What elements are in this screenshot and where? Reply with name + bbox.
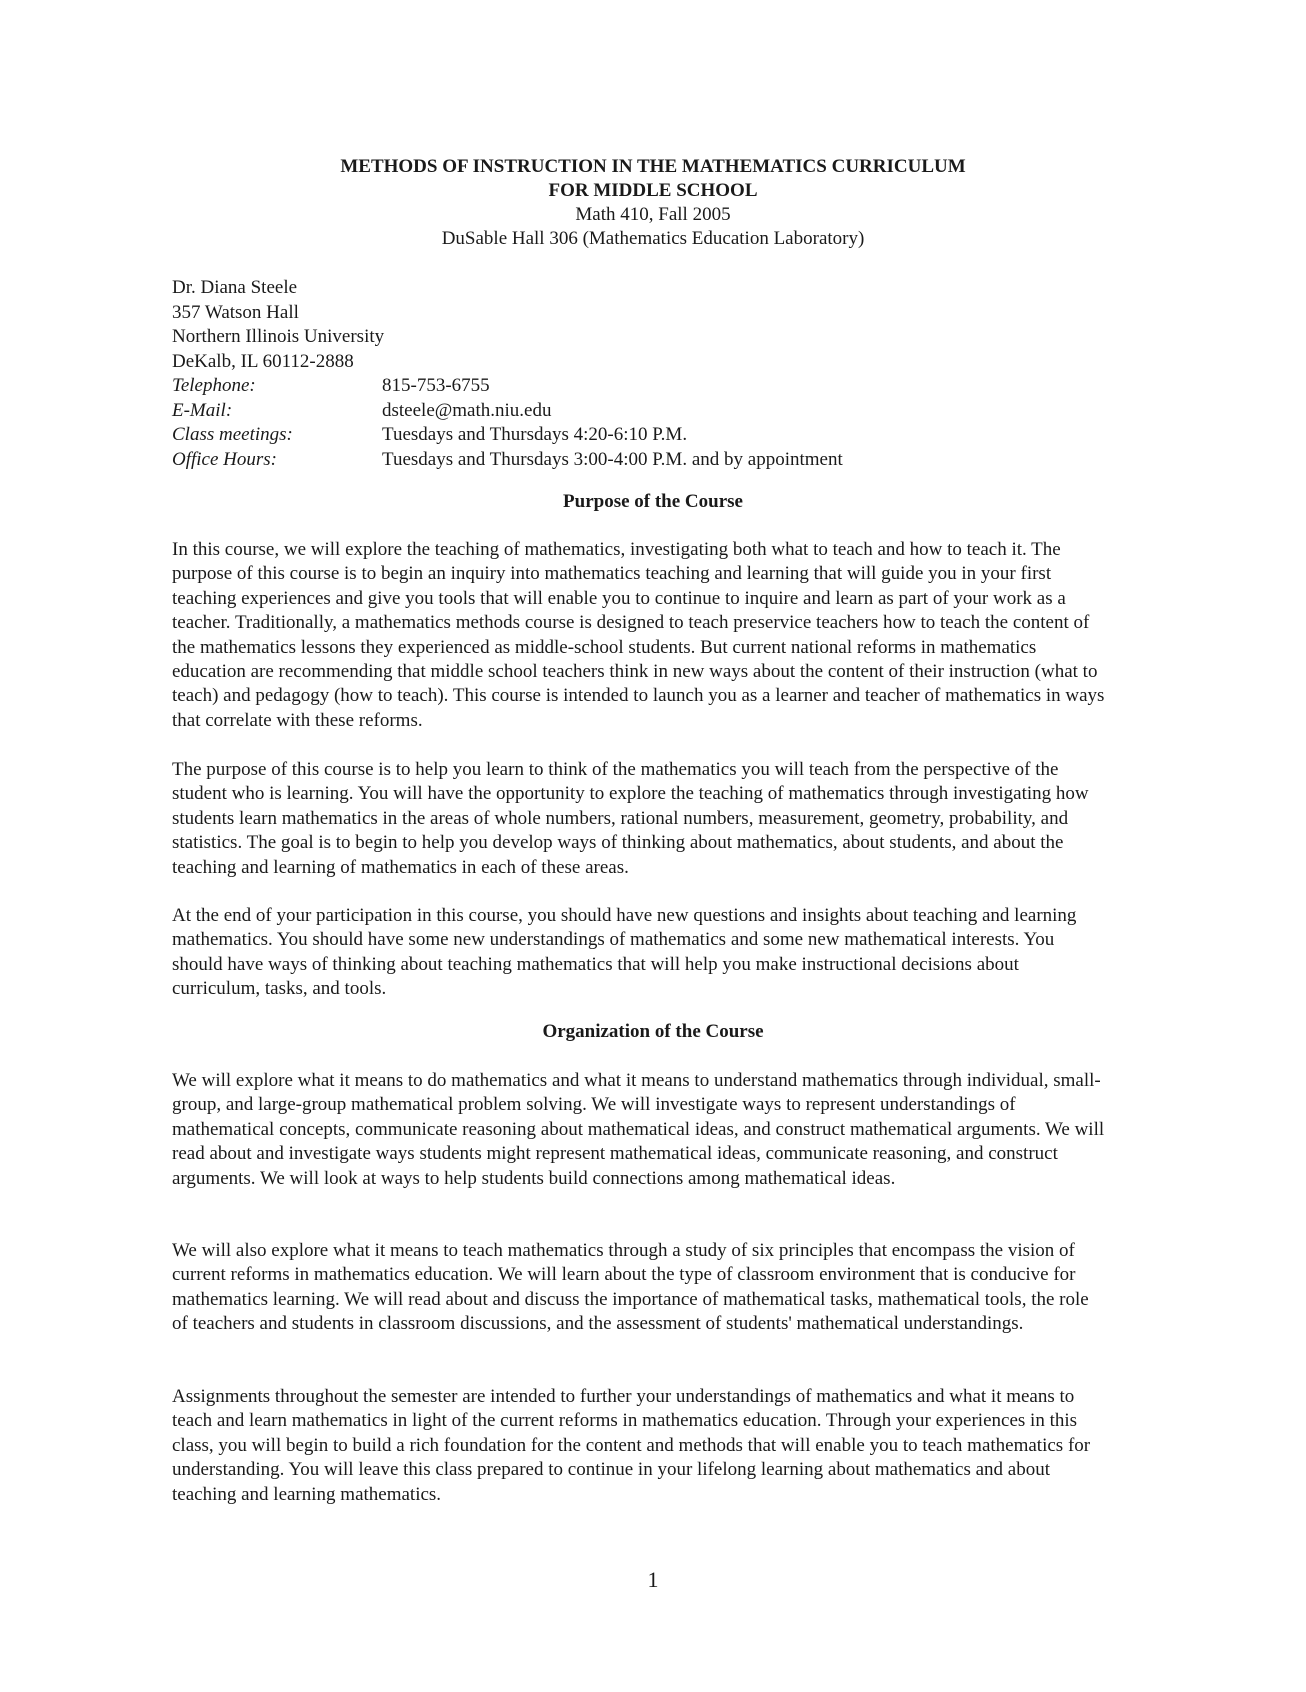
instructor-office: 357 Watson Hall xyxy=(172,301,299,323)
office-hours-value: Tuesdays and Thursdays 3:00-4:00 P.M. and by appointment xyxy=(382,448,843,470)
telephone-row xyxy=(172,374,1132,399)
instructor-city: DeKalb, IL 60112-2888 xyxy=(172,350,354,372)
email-label: E-Mail: xyxy=(172,399,233,421)
email-value: dsteele@math.niu.edu xyxy=(382,399,552,421)
organization-paragraph-2: We will also explore what it means to teach mathematics through a study of six principles that encompass the vision of current reforms in mathematics education. We will learn about the type of classroom environment that is conducive for mathematics learning. We will read about and discuss the importance of mathematical tasks, mathematical tools, the role of teachers and students in classroom discussions, and the assessment of students' mathematical understandings. xyxy=(172,1240,1089,1335)
course-location: DuSable Hall 306 (Mathematics Education Laboratory) xyxy=(441,228,865,249)
telephone-value: 815-753-6755 xyxy=(382,375,490,396)
instructor-contact xyxy=(172,276,1132,472)
class-meetings-row xyxy=(172,423,1132,448)
organization-paragraph-1: We will explore what it means to do mathematics and what it means to understand mathematics through individual, small-group, and large-group mathematical problem solving. We will investigate ways to represent understandings of mathematical concepts, communicate reasoning about mathematical ideas, and construct mathematical arguments. We will read about and investigate ways students might represent mathematical ideas, communicate reasoning, and construct arguments. We will look at ways to help students build connections among mathematical ideas. xyxy=(172,1070,1105,1189)
title-line-2: FOR MIDDLE SCHOOL xyxy=(548,180,758,201)
office-hours-label: Office Hours: xyxy=(172,448,278,470)
class-meetings-value: Tuesdays and Thursdays 4:20-6:10 P.M. xyxy=(382,424,688,445)
instructor-name: Dr. Diana Steele xyxy=(172,277,298,298)
class-meetings-label: Class meetings: xyxy=(172,424,293,445)
document-header xyxy=(0,155,1306,251)
email-row xyxy=(172,399,1132,424)
purpose-heading: Purpose of the Course xyxy=(563,491,743,512)
page-number: 1 xyxy=(647,1567,659,1592)
organization-heading: Organization of the Course xyxy=(542,1021,764,1042)
telephone-label: Telephone: xyxy=(172,375,256,396)
purpose-paragraph-1: In this course, we will explore the teaching of mathematics, investigating both what to teach and how to teach it. The purpose of this course is to begin an inquiry into mathematics teaching and learning that will guide you in your first teaching experiences and give you tools that will enable you to continue to inquire and learn as part of your work as a teacher. Traditionally, a mathematics methods course is designed to teach preservice teachers how to teach the content of the mathematics lessons they experienced as middle-school students. But current national reforms in mathematics education are recommending that middle school teachers think in new ways about the content of their instruction (what to teach) and pedagogy (how to teach). This course is intended to launch you as a learner and teacher of mathematics in ways that correlate with these reforms. xyxy=(172,539,1105,731)
purpose-paragraph-2: The purpose of this course is to help you learn to think of the mathematics you will teach from the perspective of the student who is learning. You will have the opportunity to explore the teaching of mathematics through investigating how students learn mathematics in the areas of whole numbers, rational numbers, measurement, geometry, probability, and statistics. The goal is to begin to help you develop ways of thinking about mathematics, about students, and about the teaching and learning of mathematics in each of these areas. xyxy=(172,759,1089,878)
instructor-university: Northern Illinois University xyxy=(172,326,385,347)
organization-paragraph-3: Assignments throughout the semester are intended to further your understandings of mathematics and what it means to teach and learn mathematics in light of the current reforms in mathematics education. Through your experiences in this class, you will begin to build a rich foundation for the content and methods that will enable you to teach mathematics for understanding. You will leave this class prepared to continue in your lifelong learning about mathematics and about teaching and learning mathematics. xyxy=(172,1386,1091,1505)
office-hours-row xyxy=(172,448,1132,473)
course-info: Math 410, Fall 2005 xyxy=(575,204,731,225)
purpose-paragraph-3: At the end of your participation in this course, you should have new questions and insights about teaching and learning mathematics. You should have some new understandings of mathematics and some new mathematical interests. You should have ways of thinking about teaching mathematics that will help you make instructional decisions about curriculum, tasks, and tools. xyxy=(172,905,1077,1000)
title-line-1: METHODS OF INSTRUCTION IN THE MATHEMATICS CURRICULUM xyxy=(340,156,966,177)
